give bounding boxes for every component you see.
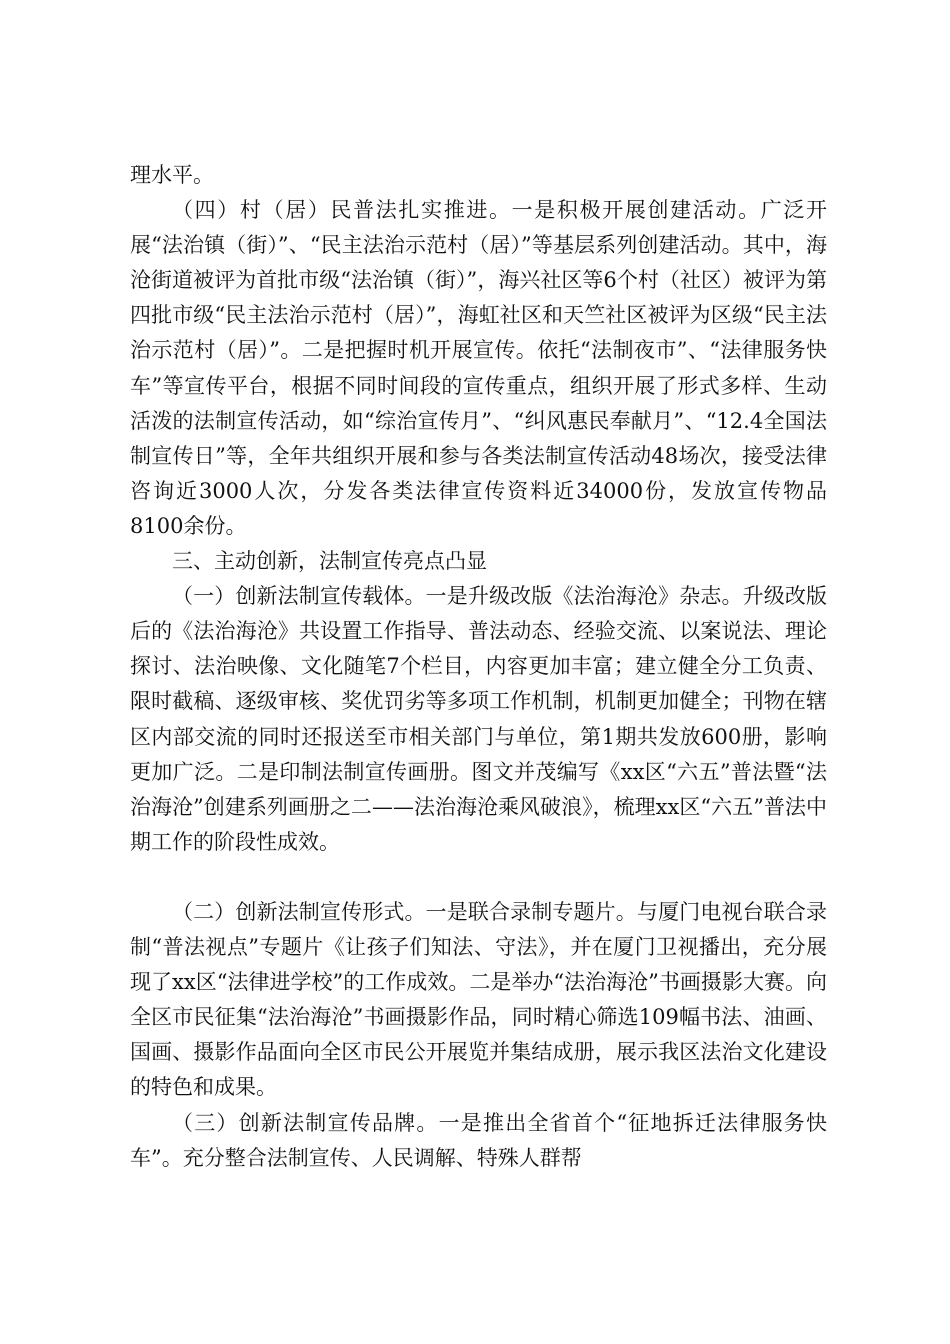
section-heading-innovation: 三、主动创新，法制宣传亮点凸显 <box>172 549 487 574</box>
paragraph-brand-innovation: （三）创新法制宣传品牌。一是推出全省首个“征地拆迁法律服务快车”。充分整合法制宣传、人民调解、特殊人群帮 <box>130 1110 827 1170</box>
paragraph-village-law: （四）村（居）民普法扎实推进。一是积极开展创建活动。广泛开展“法治镇（街）”、“民主法治示范村（居）”等基层系列创建活动。其中，海沧街道被评为首批市级“法治镇（街）”，海兴社区等6个村（社区）被评为第四批市级“民主法治示范村（居）”，海虹社区和天竺社区被评为区级“民主法治示范村（居）”。二是把握时机开展宣传。依托“法制夜市”、“法律服务快车”等宣传平台，根据不同时间段的宣传重点，组织开展了形式多样、生动活泼的法制宣传活动，如“综治宣传月”、“纠风惠民奉献月”、“12.4全国法制宣传日”等，全年共组织开展和参与各类法制宣传活动48场次，接受法律咨询近3000人次，分发各类法律宣传资料近34000份，发放宣传物品8100余份。 <box>130 198 827 538</box>
document-body <box>130 158 827 1176</box>
paragraph-carrier-innovation: （一）创新法制宣传载体。一是升级改版《法治海沧》杂志。升级改版后的《法治海沧》共设置工作指导、普法动态、经验交流、以案说法、理论探讨、法治映像、文化随笔7个栏目，内容更加丰富；建立健全分工负责、限时截稿、逐级审核、奖优罚劣等多项工作机制，机制更加健全；刊物在辖区内部交流的同时还报送至市相关部门与单位，第1期共发放600册，影响更加广泛。二是印制法制宣传画册。图文并茂编写《xx区“六五”普法暨“法治海沧”创建系列画册之二——法治海沧乘风破浪》，梳理xx区“六五”普法中期工作的阶段性成效。 <box>130 584 827 854</box>
blank-line <box>130 860 827 895</box>
paragraph-form-innovation: （二）创新法制宣传形式。一是联合录制专题片。与厦门电视台联合录制“普法视点”专题片《让孩子们知法、守法》，并在厦门卫视播出，充分展现了xx区“法律进学校”的工作成效。二是举办“法治海沧”书画摄影大赛。向全区市民征集“法治海沧”书画摄影作品，同时精心筛选109幅书法、油画、国画、摄影作品面向全区市民公开展览并集结成册，展示我区法治文化建设的特色和成果。 <box>130 899 827 1100</box>
paragraph-continuation: 理水平。 <box>130 163 214 187</box>
